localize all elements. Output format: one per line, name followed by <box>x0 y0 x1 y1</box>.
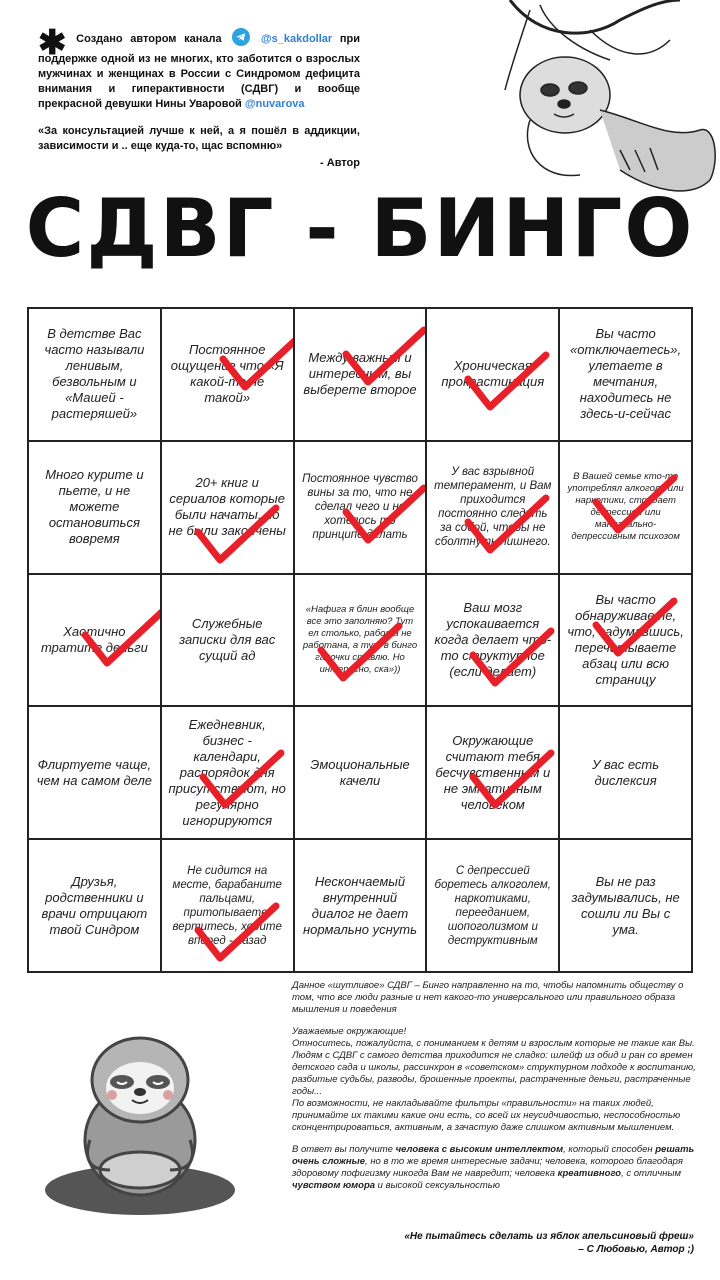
bingo-cell[interactable] <box>426 441 559 574</box>
bingo-cell[interactable] <box>28 706 161 839</box>
signoff-quote: «Не пытайтесь сделать из яблок апельсиновый фреш» <box>404 1231 694 1242</box>
bingo-cell[interactable] <box>161 308 294 441</box>
asterisk-icon: ✱ <box>38 24 67 62</box>
bingo-cell-text: Постоянное ощущение что «Я какой-то не такой» <box>170 342 284 406</box>
bingo-cell[interactable] <box>161 574 294 707</box>
bingo-cell[interactable] <box>559 706 692 839</box>
paragraph-appeal: Относитесь, пожалуйста, с пониманием к детям и взрослым которые не такие как Вы. <box>292 1038 695 1049</box>
bingo-cell[interactable] <box>294 441 427 574</box>
bingo-cell-text: Служебные записки для вас сущий ад <box>179 615 276 663</box>
bingo-cell[interactable] <box>294 839 427 972</box>
bingo-cell-text: Флиртуете чаще, чем на самом деле <box>36 756 153 788</box>
bingo-cell[interactable] <box>161 839 294 972</box>
bingo-cell-text: Много курите и пьете, и не можете остановиться вовремя <box>45 467 144 547</box>
bingo-cell-text: Вы часто «отключаетесь», улетаете в мечтания, находитесь не здесь-и-сейчас <box>570 326 682 422</box>
bingo-cell[interactable] <box>28 308 161 441</box>
bingo-cell-text: Друзья, родственники и врачи отрицают твой Синдром <box>41 873 148 937</box>
paragraph-heading: Уважаемые окружающие! <box>292 1026 407 1037</box>
signoff <box>354 1230 694 1256</box>
paragraph-purpose: Данное «шутливое» СДВГ – Бинго направленно на то, чтобы напомнить обществу о том, что все люди разные и нет какого-то универсального или правильного образа мышления и поведения <box>292 980 684 1015</box>
bingo-cell-text: У вас взрывной темперамент, и Вам приходится постоянно следить за собой, чтобы не сболтнуть лишнего. <box>434 466 552 549</box>
bingo-cell[interactable] <box>28 574 161 707</box>
telegram-icon <box>232 28 250 46</box>
bingo-cell[interactable] <box>161 441 294 574</box>
bingo-cell[interactable] <box>294 574 427 707</box>
paragraph-reward: В ответ вы получите человека с высоким интеллектом, который способен решать очень сложные, но в то же время интересные задачи; человека, которого благодаря здоровому пофигизму никогда Вам не навредит; человека креативного, с отличным чувством юмора и высокой сексуальностью <box>292 1144 695 1191</box>
bingo-cell-text: У вас есть дислексия <box>592 756 660 788</box>
bingo-cell[interactable] <box>28 441 161 574</box>
paragraph-acceptance: По возможности, не накладывайте фильтры «правильности» на таких людей, принимайте их такими какие они есть, со всей их неусидчивостью, неспособностью сконцентрироваться, активным, а зачастую даже слишком активным мышлением. <box>292 1098 681 1133</box>
bingo-cell[interactable] <box>559 441 692 574</box>
bingo-cell-text: Хроническая прокрастинация <box>441 358 545 390</box>
page-title: СДВГ - БИНГО <box>25 182 695 275</box>
bingo-cell[interactable] <box>161 706 294 839</box>
paragraph-childhood: Людям с СДВГ с самого детства приходится не сладко: шлейф из обид и ран со времен детского сада и школы, рассинхрон в «советском» структурном подходе к воспитанию, разбитые судьбы, разводы, брошенные проекты, растраченные деньги, растраченные годы... <box>292 1050 696 1097</box>
bingo-cell-text: 20+ книг и сериалов которые были начаты, но не были закончены <box>168 475 286 539</box>
bingo-cell-text: Не сидится на месте, барабаните пальцами, притопываете, вертитесь, ходите вперед - назад <box>172 864 282 947</box>
hanging-sloth-illustration <box>470 0 720 200</box>
bingo-cell-text: В детстве Вас часто называли ленивым, безвольным и «Машей - растеряшей» <box>44 326 145 422</box>
bingo-cell[interactable] <box>559 839 692 972</box>
bingo-cell[interactable] <box>426 574 559 707</box>
bingo-cell[interactable] <box>294 706 427 839</box>
bingo-cell-text: Вы часто обнаруживаете, что, задумавшись, перечитываете абзац или всю страницу <box>567 591 684 687</box>
bingo-cell-text: Эмоциональные качели <box>310 756 410 788</box>
explanation-text <box>292 980 702 1192</box>
bingo-grid <box>27 307 693 973</box>
bingo-cell-text: В Вашей семье кто-то употреблял алкоголь или наркотики, страдает депрессией или маниакально-депрессивным психозом <box>567 471 684 543</box>
bingo-cell-text: Хаотично тратите деньги <box>40 623 148 655</box>
bingo-cell-text: Ежедневник, бизнес - календари, распорядок дня присутствуют, но регулярно игнорируются <box>168 716 286 828</box>
bingo-cell[interactable] <box>426 308 559 441</box>
bingo-cell-text: «Нафига я блин вообще все это заполняю? Тут ел столько, работа не работана, а тут в бинго галочки ставлю. Но интересно, ска»)) <box>302 603 418 675</box>
bingo-cell[interactable] <box>294 308 427 441</box>
nina-handle-link[interactable]: @nuvarova <box>244 98 305 110</box>
bingo-cell[interactable] <box>559 308 692 441</box>
intro-text-1: Создано автором канала <box>76 33 222 45</box>
meditating-sloth-illustration <box>40 1020 240 1220</box>
intro-text-2: при поддержке одной из не многих, кто заботится о взрослых мужчинах и женщинах в России с Синдромом дефицита внимания и гиперактивности (СДВГ) и вообще прекрасной девушки Нины Уваровой <box>38 33 360 110</box>
bingo-cell-text: Окружающие считают тебя бесчувственным и не эмпатичным человеком <box>435 732 551 812</box>
bingo-cell-text: С депрессией боретесь алкоголем, наркотиками, перееданием, шопоголизмом и деструктивным <box>434 864 552 947</box>
bingo-cell[interactable] <box>28 839 161 972</box>
intro-block <box>38 24 360 171</box>
bingo-cell[interactable] <box>559 574 692 707</box>
bingo-cell-text: Ваш мозг успокаивается когда делает что-то структурное (если делает) <box>434 599 552 679</box>
bingo-cell-text: Между важным и интересным, вы выберете второе <box>303 350 417 398</box>
bingo-cell-text: Вы не раз задумывались, не сошли ли Вы с ума. <box>571 873 680 937</box>
bingo-cell-text: Нескончаемый внутренний диалог не дает нормально уснуть <box>303 873 417 937</box>
bingo-cell[interactable] <box>426 706 559 839</box>
quote-author: - Автор <box>320 157 360 169</box>
author-quote: «За консультацией лучше к ней, а я пошёл в аддикции, зависимости и .. еще куда-то, щас вспомню» <box>38 125 360 152</box>
bingo-cell[interactable] <box>426 839 559 972</box>
signoff-author: – С Любовью, Автор ;) <box>578 1244 694 1255</box>
bingo-cell-text: Постоянное чувство вины за то, что не сделал чего и не хотелось то принципе делать <box>302 473 418 542</box>
telegram-handle-link[interactable]: @s_kakdollar <box>260 33 333 45</box>
